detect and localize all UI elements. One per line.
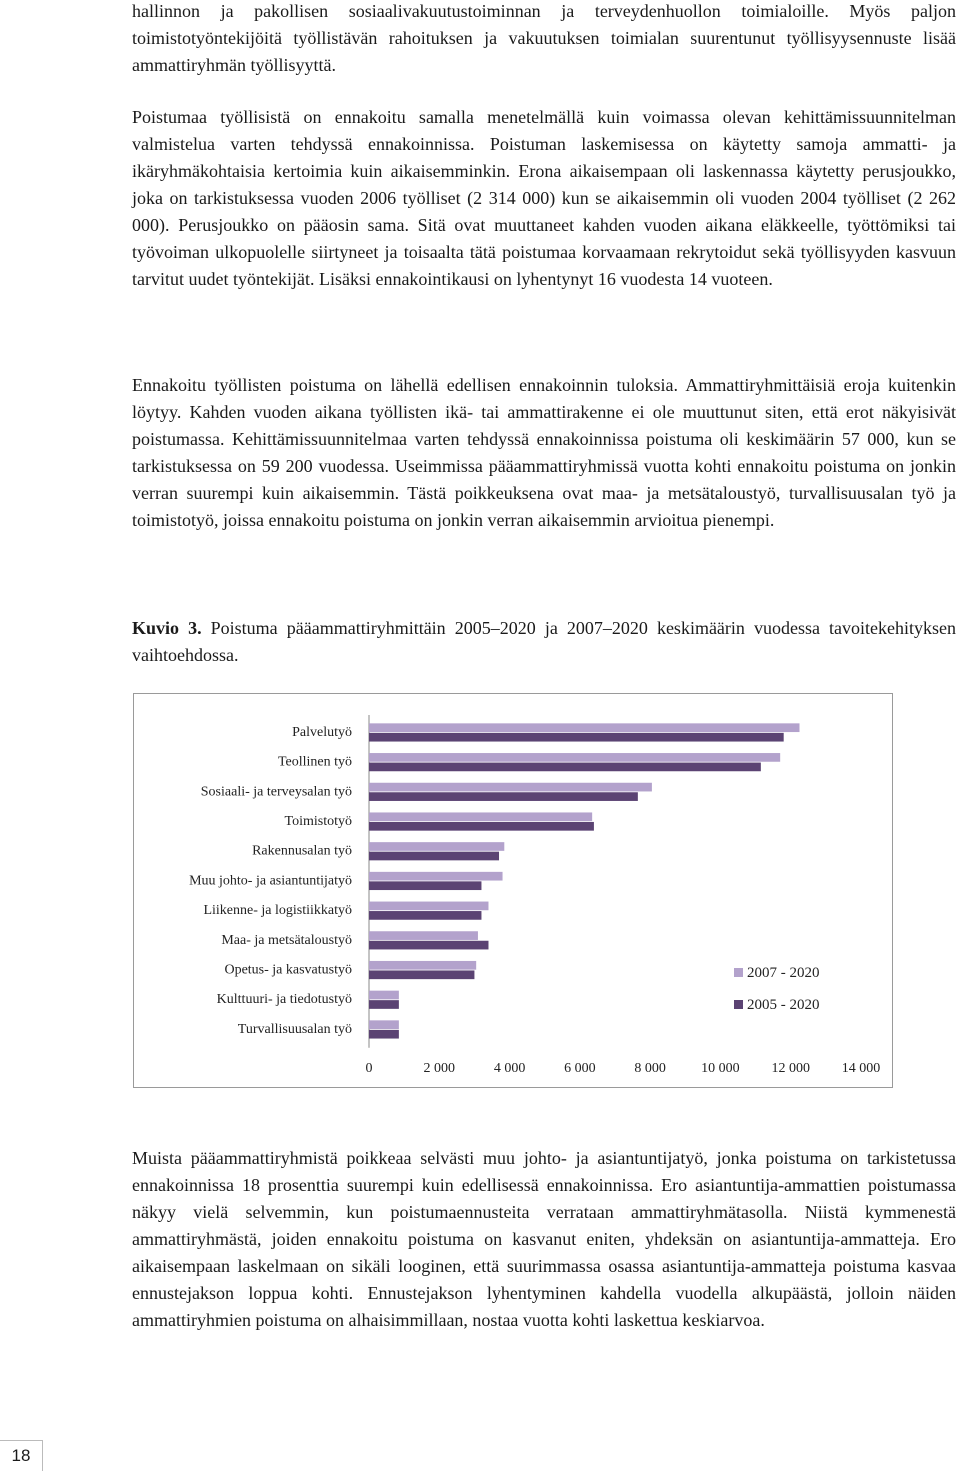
caption-label: Kuvio 3.: [132, 618, 202, 638]
x-tick-label: 14 000: [841, 1061, 881, 1076]
paragraph-4: Muista pääammattiryhmistä poikkeaa selvästi muu johto- ja asiantuntijatyö, jonka poistuma on tarkistetussa ennakoinnissa 18 prosenttia suurempi kuin edellisessä ennakoinnissa. Ero asiantuntija-ammattien poistumassa näkyy vielä selvemmin, kun poistumaennusteita verrataan ammattiryhmätasolla. Niistä kymmenestä ammattiryhmästä, joiden ennakoitu poistuma on kasvanut eniten, yhdeksän on asiantuntija-ammatteja. Ero aikaisempaan laskelmaan on sikäli looginen, että suurimmassa osassa asiantuntija-ammatteja poistuma kasvaa ennustejakson loppua kohti. Ennustejakson lyhentyminen kahdella vuodella alkupäästä, jolloin näiden ammattiryhmien poistuma on alhaisimmillaan, nostaa vuotta kohti laskettua keskiarvoa.: [132, 1148, 956, 1330]
x-tick-label: 12 000: [771, 1061, 810, 1076]
legend-label: 2005 - 2020: [747, 997, 820, 1013]
x-tick-label: 8 000: [634, 1061, 666, 1076]
category-label: Muu johto- ja asiantuntijatyö: [189, 873, 352, 889]
legend-label: 2007 - 2020: [747, 965, 820, 981]
bar-2007-2020: [369, 812, 592, 821]
bar-2005-2020: [369, 852, 499, 861]
x-tick-label: 0: [365, 1061, 373, 1076]
category-label: Toimistotyö: [284, 813, 352, 829]
bar-2005-2020: [369, 1000, 399, 1009]
bar-2005-2020: [369, 970, 474, 979]
bar-2007-2020: [369, 931, 478, 940]
x-tick-label: 10 000: [701, 1061, 740, 1076]
bar-2005-2020: [369, 1030, 399, 1039]
caption-text: Poistuma pääammattiryhmittäin 2005–2020 ja 2007–2020 keskimäärin vuodessa tavoitekehityksen vaihtoehdossa.: [132, 618, 957, 665]
bar-chart: [134, 694, 894, 1089]
bar-2005-2020: [369, 941, 488, 950]
page-number: 18: [0, 1440, 43, 1471]
paragraph-1: hallinnon ja pakollisen sosiaalivakuutustoiminnan ja terveydenhuollon toimialoille. Myös paljon toimistotyöntekijöitä työllistävän rahoituksen ja vakuutuksen toimialan suurentunut työllisyysennuste lisää ammattiryhmän työllisyyttä.: [132, 1, 956, 75]
category-label: Palvelutyö: [292, 724, 352, 740]
x-tick-label: 2 000: [423, 1061, 456, 1076]
bar-2005-2020: [369, 822, 594, 831]
bar-2005-2020: [369, 911, 481, 920]
category-label: Sosiaali- ja terveysalan työ: [200, 784, 352, 800]
bar-2007-2020: [369, 961, 476, 970]
bar-2007-2020: [369, 723, 800, 732]
legend-swatch: [734, 968, 743, 977]
category-label: Opetus- ja kasvatustyö: [224, 962, 352, 978]
bar-2007-2020: [369, 842, 504, 851]
category-label: Maa- ja metsätaloustyö: [221, 932, 352, 948]
bar-2005-2020: [369, 763, 761, 772]
bar-2007-2020: [369, 1020, 399, 1029]
category-label: Teollinen työ: [277, 754, 352, 770]
chart-frame: [133, 693, 893, 1088]
category-label: Liikenne- ja logistiikkatyö: [203, 903, 352, 919]
bar-2005-2020: [369, 792, 638, 801]
x-tick-label: 6 000: [564, 1061, 596, 1076]
category-label: Rakennusalan työ: [252, 843, 352, 859]
bar-2007-2020: [369, 753, 780, 762]
category-label: Turvallisuusalan työ: [237, 1021, 352, 1037]
paragraph-3: Ennakoitu työllisten poistuma on lähellä edellisen ennakoinnin tuloksia. Ammattiryhmittäisiä eroja kuitenkin löytyy. Kahden vuoden aikana työllisten ikä- tai ammattirakenne ei ole muuttunut siten, että erot näkyisivät poistumassa. Kehittämissuunnitelmaa varten tehdyssä ennakoinnissa poistuma oli keskimäärin 57 000, kun se tarkistuksessa on 59 200 vuodessa. Useimmissa pääammattiryhmissä vuotta kohti ennakoitu poistuma on jonkin verran suurempi kuin aikaisemmin. Tästä poikkeuksena ovat maa- ja metsätaloustyö, turvallisuusalan työ ja toimistotyö, joissa ennakoitu poistuma on jonkin verran aikaisemmin arvioitua pienempi.: [132, 375, 956, 530]
bar-2007-2020: [369, 872, 503, 881]
bar-2007-2020: [369, 991, 399, 1000]
bar-2007-2020: [369, 902, 488, 911]
figure-caption: [132, 615, 956, 669]
bar-2007-2020: [369, 783, 652, 792]
x-tick-label: 4 000: [493, 1061, 526, 1076]
bar-2005-2020: [369, 733, 784, 742]
legend-swatch: [734, 1000, 743, 1009]
category-label: Kulttuuri- ja tiedotustyö: [216, 992, 352, 1008]
paragraph-2: Poistumaa työllisistä on ennakoitu samalla menetelmällä kuin voimassa olevan kehittämissuunnitelman valmistelua varten tehdyssä ennakoinnissa. Poistuman laskemisessa on käytetty samoja ammatti- ja ikäryhmäkohtaisia kertoimia kuin aikaisemminkin. Erona aikaisempaan oli laskennassa käytetty perusjoukko, joka on tarkistuksessa vuoden 2006 työlliset (2 314 000) kun se aikaisemmin oli vuoden 2004 työlliset (2 262 000). Perusjoukko on pääosin sama. Sitä ovat muuttaneet kahden vuoden aikana eläkkeelle, työttömiksi tai työvoiman ulkopuolelle siirtyneet ja toisaalta tätä poistumaa korvaamaan rekrytoidut sekä työllisyyden kasvuun tarvitut uudet työntekijät. Lisäksi ennakointikausi on lyhentynyt 16 vuodesta 14 vuoteen.: [132, 107, 956, 289]
bar-2005-2020: [369, 881, 481, 890]
